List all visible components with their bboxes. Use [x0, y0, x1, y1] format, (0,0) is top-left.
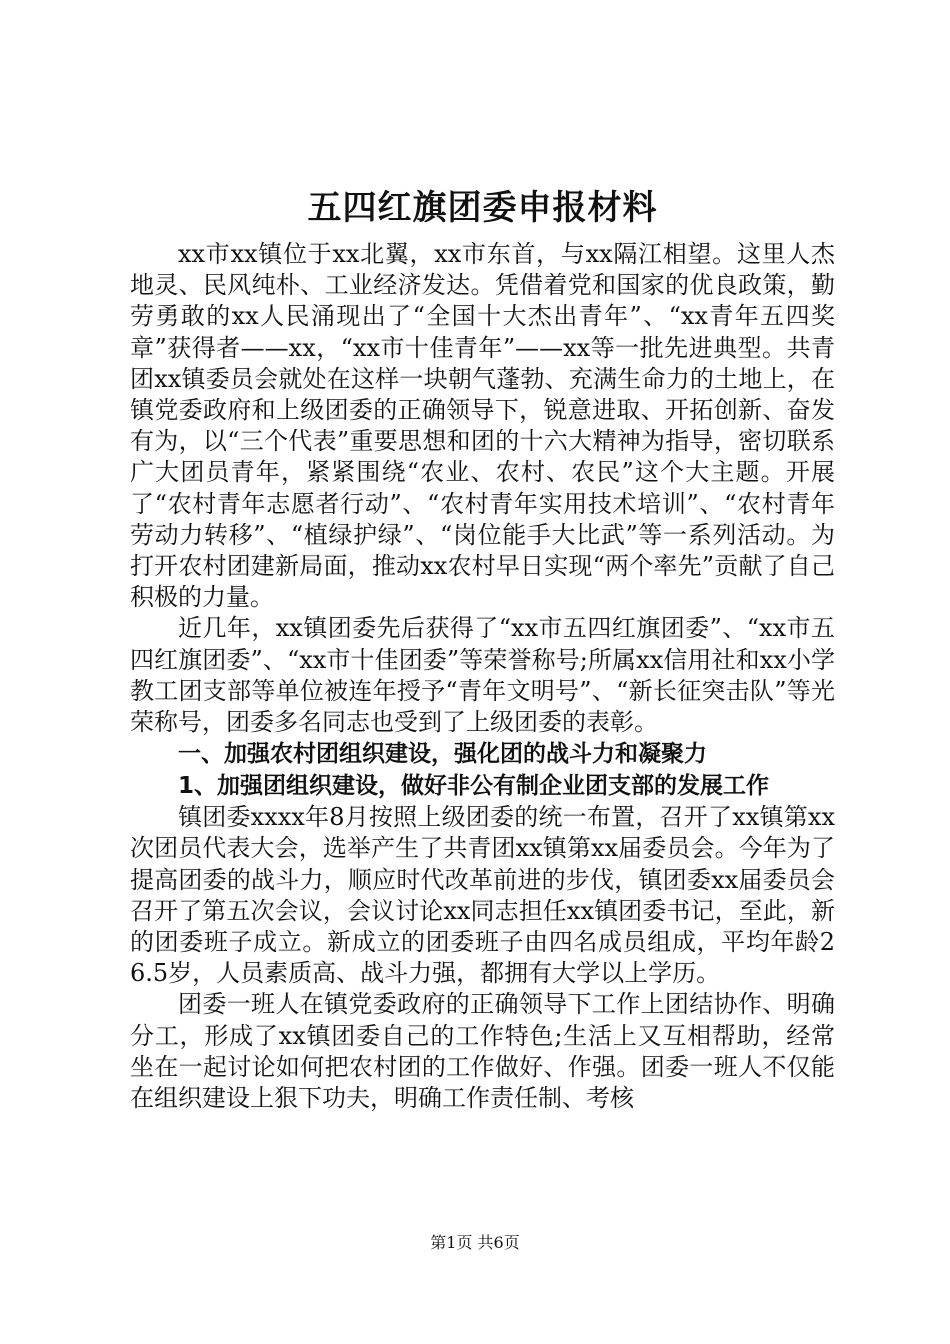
- document-title: 五四红旗团委申报材料: [307, 188, 658, 228]
- honors-paragraph: 近几年，xx镇团委先后获得了“xx市五四红旗团委”、“xx市五四红旗团委”、“xx市十佳团委”等荣誉称号;所属xx信用社和xx小学教工团支部等单位被连年授予“青年文明号”、“新长征突击队”等光荣称号，团委多名同志也受到了上级团委的表彰。: [130, 614, 835, 737]
- page-number-footer: 第1页 共6页: [430, 1233, 520, 1252]
- section-heading: 一、加强农村团组织建设，强化团的战斗力和凝聚力: [178, 741, 707, 768]
- section-paragraph: 团委一班人在镇党委政府的正确领导下工作上团结协作、明确分工，形成了xx镇团委自己的工作特色;生活上又互相帮助，经常坐在一起讨论如何把农村团的工作做好、作强。团委一班人不仅能在组织建设上狠下功夫，明确工作责任制、考核: [130, 990, 835, 1113]
- section-paragraph: 镇团委xxxx年8月按照上级团委的统一布置，召开了xx镇第xx次团员代表大会，选举产生了共青团xx镇第xx届委员会。今年为了提高团委的战斗力，顺应时代改革前进的步伐，镇团委xx届委员会召开了第五次会议，会议讨论xx同志担任xx镇团委书记，至此，新的团委班子成立。新成立的团委班子由四名成员组成，平均年龄26.5岁，人员素质高、战斗力强，都拥有大学以上学历。: [130, 803, 835, 988]
- intro-paragraph: xx市xx镇位于xx北翼，xx市东首，与xx隔江相望。这里人杰地灵、民风纯朴、工业经济发达。凭借着党和国家的优良政策，勤劳勇敢的xx人民涌现出了“全国十大杰出青年”、“xx青年五四奖章”获得者——xx，“xx市十佳青年”——xx等一批先进典型。共青团xx镇委员会就处在这样一块朝气蓬勃、充满生命力的土地上，在镇党委政府和上级团委的正确领导下，锐意进取、开拓创新、奋发有为，以“三个代表”重要思想和团的十六大精神为指导，密切联系广大团员青年，紧紧围绕“农业、农村、农民”这个大主题。开展了“农村青年志愿者行动”、“农村青年实用技术培训”、“农村青年劳动力转移”、“植绿护绿”、“岗位能手大比武”等一系列活动。为打开农村团建新局面，推动xx农村早日实现“两个率先”贡献了自己积极的力量。: [130, 240, 835, 612]
- subsection-heading: 1、加强团组织建设，做好非公有制企业团支部的发展工作: [178, 773, 770, 800]
- document-body: [130, 183, 835, 1114]
